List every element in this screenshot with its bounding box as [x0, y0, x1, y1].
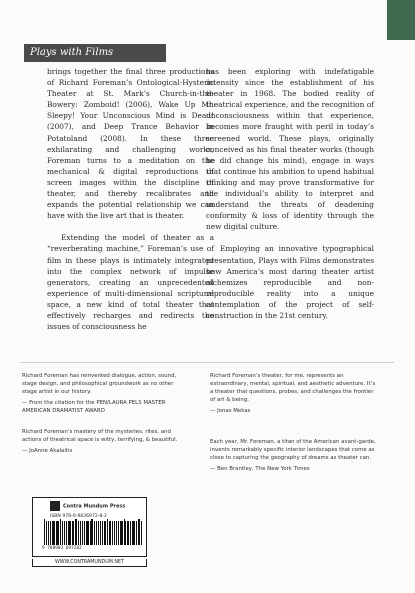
publisher-url: WWW.CONTRAMUNDUM.NET	[32, 559, 147, 567]
barcode-stripe	[86, 521, 88, 545]
quote-text: Richard Foreman’s mastery of the mysteries, rites, and actions of theatrical space is witty, terrifying, & beautiful.	[22, 429, 178, 443]
right-paragraph-1: has been exploring with indefatigable intensity since the establishment of his theater in 1968. The bodied reality of theatrical experience, and the recognition of unconsciousness within that experience, becomes more fraught with peril in today’s screened world. These plays, originally conceived as his final theater works (though he did change his mind), engage in ways that continue his ambition to upend habitual thinking and may prove transformative for the individual’s ability to interpret and understand the threats of deadening conformity & loss of identity through the new digital culture.	[206, 67, 374, 232]
barcode-stripe	[66, 521, 67, 545]
left-column	[47, 66, 214, 332]
barcode-stripe	[94, 521, 95, 545]
barcode-stripe	[133, 521, 135, 545]
barcode-icon	[44, 521, 143, 545]
barcode-stripe	[90, 521, 91, 545]
quote-1	[22, 372, 190, 415]
right-paragraph-2: Employing an innovative typographical presentation, Plays with Films demonstrates how America’s most daring theater artist alchemizes reproducible and non-reproducible reality into a unique contemplation of the project of self-construction in the 21st century.	[206, 244, 374, 320]
quote-text: Richard Foreman has reinvented dialogue, action, sound, stage design, and philosophical groundwork as no other stage artist in our history.	[22, 373, 177, 395]
barcode-stripe	[112, 521, 113, 545]
quote-4	[210, 438, 378, 473]
quote-text: Richard Foreman’s theater, for me, represents an extraordinary, mental, spiritual, and aesthetic adventure. It’s a theater that questions, probes, and challenges the frontier of art & being.	[210, 373, 376, 403]
quote-attribution: — From the citation for the PEN/LAURA PELS MASTER AMERICAN DRAMATIST AWARD	[22, 400, 166, 414]
barcode-stripe	[82, 521, 83, 545]
left-paragraph-1: brings together the final three productions of Richard Foreman’s Ontological-Hysteric Theater at St. Mark’s Church-in-the-Bowery: Zomboid! (2006), Wake Up Mr. Sleepy! Your Unconscious Mind is Dead! (2007), and Deep Trance Behavior in Potatoland (2008). In these three exhilarating and challenging works, Foreman turns to a meditation on the mechanical & digital reproductions of screen images within the discipline of theater, and thereby recalibrates and expands the potential relationship we can have with the live art that is theater.	[47, 67, 214, 221]
barcode-stripe	[50, 521, 51, 545]
barcode-stripe	[44, 519, 45, 545]
publisher-logo-icon	[50, 501, 60, 511]
quote-attribution: — Ben Brantley, The New York Times	[210, 466, 310, 472]
barcode-stripe	[62, 521, 63, 545]
barcode-stripe	[68, 521, 70, 545]
barcode-stripe	[52, 521, 54, 545]
barcode-stripe	[109, 521, 111, 545]
barcode-panel	[32, 497, 147, 557]
quote-2	[22, 428, 190, 455]
barcode-stripe	[102, 521, 103, 545]
barcode-stripe	[124, 519, 125, 545]
barcode-stripe	[80, 521, 82, 545]
spine-color-tab	[387, 0, 415, 40]
barcode-stripe	[48, 521, 49, 545]
barcode-stripe	[125, 521, 126, 545]
barcode-stripe	[104, 521, 106, 545]
publisher-name: Contra Mundum Press	[50, 501, 143, 511]
quote-attribution: — Jonas Mekas	[210, 408, 251, 414]
barcode-stripe	[132, 521, 133, 545]
barcode-stripe	[84, 521, 85, 545]
barcode-stripe	[56, 521, 57, 545]
barcode-stripe	[100, 521, 101, 545]
quote-text: Each year, Mr. Foreman, a titan of the American avant-garde, invents remarkably specific interior landscapes that come as close to capturing the geography of dreams as theater can.	[210, 439, 376, 461]
barcode-stripe	[107, 519, 108, 545]
barcode-stripe	[127, 521, 129, 545]
series-banner: Plays with Films	[24, 44, 166, 62]
barcode-stripe	[73, 521, 74, 545]
barcode-stripe	[120, 521, 122, 545]
barcode-stripe	[138, 519, 140, 545]
barcode-number: 9 780983 697282	[42, 546, 82, 551]
quote-3	[210, 372, 378, 415]
barcode-stripe	[130, 521, 131, 545]
barcode-stripe	[136, 521, 137, 545]
barcode-stripe	[98, 521, 100, 545]
barcode-stripe	[72, 521, 73, 545]
barcode-stripe	[96, 521, 97, 545]
divider	[20, 362, 394, 363]
barcode-stripe	[64, 521, 66, 545]
barcode-stripe	[114, 521, 115, 545]
isbn: ISBN 978-0-9836972-8-2	[50, 514, 107, 519]
barcode-stripe	[141, 521, 142, 545]
barcode-stripe	[78, 521, 79, 545]
barcode-stripe	[46, 521, 48, 545]
quote-attribution: — JoAnne Akalaitis	[22, 448, 73, 454]
left-paragraph-2: Extending the model of theater as a “reverberating machine,” Foreman’s use of film in these plays is intimately integrated into the complex network of impulse generators, creating an unprecedented experience of multi-dimensional scriptural space, a new kind of total theater that effectively recharges and redirects the issues of consciousness he	[47, 233, 214, 332]
barcode-stripe	[60, 519, 61, 545]
barcode-stripe	[57, 521, 59, 545]
barcode-stripe	[116, 521, 118, 545]
barcode-stripe	[118, 521, 119, 545]
right-column	[206, 66, 374, 321]
barcode-stripe	[91, 519, 93, 545]
barcode-stripe	[75, 519, 77, 545]
